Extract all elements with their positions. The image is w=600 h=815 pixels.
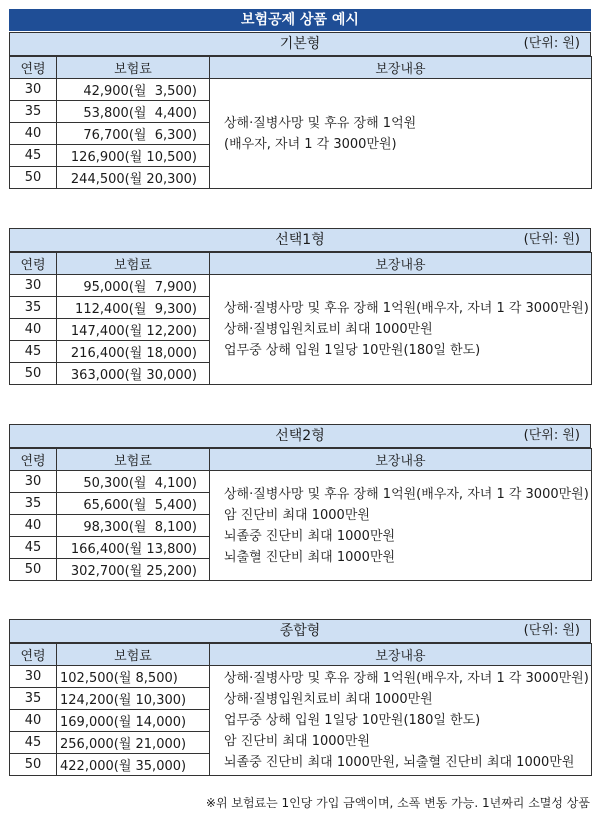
age-cell: 50	[10, 363, 57, 385]
product-section	[9, 32, 591, 189]
age-cell: 40	[10, 710, 57, 732]
coverage-cell	[210, 275, 592, 385]
age-cell: 30	[10, 79, 57, 101]
premium-cell: 102,500(월 8,500)	[57, 666, 210, 688]
coverage-line: 상해·질병사망 및 후유 장해 1억원(배우자, 자녀 1 각 3000만원)	[224, 671, 589, 686]
section-name: 선택1형	[275, 232, 325, 248]
section-header	[9, 424, 591, 448]
age-cell: 35	[10, 297, 57, 319]
coverage-line: 업무중 상해 입원 1일당 10만원(180일 한도)	[224, 343, 481, 358]
unit-label: (단위: 원)	[523, 623, 580, 638]
premium-cell: 169,000(월 14,000)	[57, 710, 210, 732]
column-header-row	[10, 253, 592, 275]
page-title: 보험공제 상품 예시	[9, 9, 591, 31]
premium-cell: 98,300(월 8,100)	[57, 515, 210, 537]
coverage-line: 암 진단비 최대 1000만원	[224, 507, 370, 523]
section-name: 종합형	[279, 623, 321, 639]
premium-cell: 422,000(월 35,000)	[57, 754, 210, 776]
column-header-row	[10, 57, 592, 79]
premium-cell: 256,000(월 21,000)	[57, 732, 210, 754]
premium-table	[9, 448, 592, 581]
premium-cell: 124,200(월 10,300)	[57, 688, 210, 710]
coverage-line: 상해·질병입원치료비 최대 1000만원	[224, 692, 433, 707]
coverage-cell	[210, 79, 592, 189]
premium-cell: 42,900(월 3,500)	[57, 79, 210, 101]
age-cell: 40	[10, 123, 57, 145]
section-header	[9, 228, 591, 252]
age-cell: 30	[10, 666, 57, 688]
age-cell: 35	[10, 493, 57, 515]
age-column-header: 연령	[10, 644, 57, 666]
premium-column-header: 보험료	[57, 57, 210, 79]
footnote: ※위 보험료는 1인당 가입 금액이며, 소폭 변동 가능. 1년짜리 소멸성 상품	[205, 796, 590, 810]
product-section	[9, 424, 591, 581]
premium-cell: 50,300(월 4,100)	[57, 471, 210, 493]
coverage-column-header: 보장내용	[210, 253, 592, 275]
premium-cell: 147,400(월 12,200)	[57, 319, 210, 341]
age-cell: 45	[10, 537, 57, 559]
premium-column-header: 보험료	[57, 253, 210, 275]
unit-label: (단위: 원)	[523, 36, 580, 51]
premium-cell: 216,400(월 18,000)	[57, 341, 210, 363]
product-section	[9, 228, 591, 385]
premium-cell: 53,800(월 4,400)	[57, 101, 210, 123]
age-cell: 50	[10, 559, 57, 581]
section-name: 선택2형	[275, 428, 325, 444]
premium-cell: 112,400(월 9,300)	[57, 297, 210, 319]
section-header	[9, 619, 591, 643]
unit-label: (단위: 원)	[523, 428, 580, 443]
premium-column-header: 보험료	[57, 644, 210, 666]
coverage-line: 상해·질병사망 및 후유 장해 1억원(배우자, 자녀 1 각 3000만원)	[224, 486, 589, 502]
age-column-header: 연령	[10, 449, 57, 471]
age-cell: 30	[10, 275, 57, 297]
premium-table	[9, 252, 592, 385]
premium-table	[9, 643, 592, 776]
section-header	[9, 32, 591, 56]
coverage-column-header: 보장내용	[210, 449, 592, 471]
premium-cell: 166,400(월 13,800)	[57, 537, 210, 559]
premium-cell: 126,900(월 10,500)	[57, 145, 210, 167]
premium-cell: 302,700(월 25,200)	[57, 559, 210, 581]
premium-cell: 95,000(월 7,900)	[57, 275, 210, 297]
table-row	[10, 471, 592, 493]
coverage-line: (배우자, 자녀 1 각 3000만원)	[224, 136, 397, 152]
age-column-header: 연령	[10, 57, 57, 79]
coverage-line: 상해·질병사망 및 후유 장해 1억원(배우자, 자녀 1 각 3000만원)	[224, 301, 589, 316]
coverage-line: 뇌졸중 진단비 최대 1000만원	[224, 528, 396, 544]
premium-table	[9, 56, 592, 189]
age-cell: 40	[10, 515, 57, 537]
age-cell: 45	[10, 341, 57, 363]
table-row	[10, 666, 592, 688]
age-cell: 50	[10, 754, 57, 776]
coverage-line: 뇌출혈 진단비 최대 1000만원	[224, 549, 396, 565]
age-cell: 35	[10, 688, 57, 710]
age-cell: 40	[10, 319, 57, 341]
coverage-line: 업무중 상해 입원 1일당 10만원(180일 한도)	[224, 713, 481, 728]
coverage-line: 암 진단비 최대 1000만원	[224, 734, 370, 749]
age-cell: 50	[10, 167, 57, 189]
coverage-column-header: 보장내용	[210, 57, 592, 79]
coverage-column-header: 보장내용	[210, 644, 592, 666]
age-cell: 30	[10, 471, 57, 493]
premium-cell: 65,600(월 5,400)	[57, 493, 210, 515]
table-row	[10, 275, 592, 297]
age-cell: 45	[10, 145, 57, 167]
unit-label: (단위: 원)	[523, 232, 580, 247]
product-section	[9, 619, 591, 776]
column-header-row	[10, 644, 592, 666]
age-column-header: 연령	[10, 253, 57, 275]
coverage-cell	[210, 471, 592, 581]
table-row	[10, 79, 592, 101]
coverage-line: 상해·질병사망 및 후유 장해 1억원	[224, 115, 417, 131]
premium-cell: 244,500(월 20,300)	[57, 167, 210, 189]
premium-column-header: 보험료	[57, 449, 210, 471]
premium-cell: 76,700(월 6,300)	[57, 123, 210, 145]
coverage-line: 상해·질병입원치료비 최대 1000만원	[224, 322, 433, 337]
section-name: 기본형	[279, 36, 321, 52]
age-cell: 45	[10, 732, 57, 754]
coverage-line: 뇌졸중 진단비 최대 1000만원, 뇌출혈 진단비 최대 1000만원	[224, 755, 575, 770]
column-header-row	[10, 449, 592, 471]
age-cell: 35	[10, 101, 57, 123]
coverage-cell	[210, 666, 592, 776]
premium-cell: 363,000(월 30,000)	[57, 363, 210, 385]
